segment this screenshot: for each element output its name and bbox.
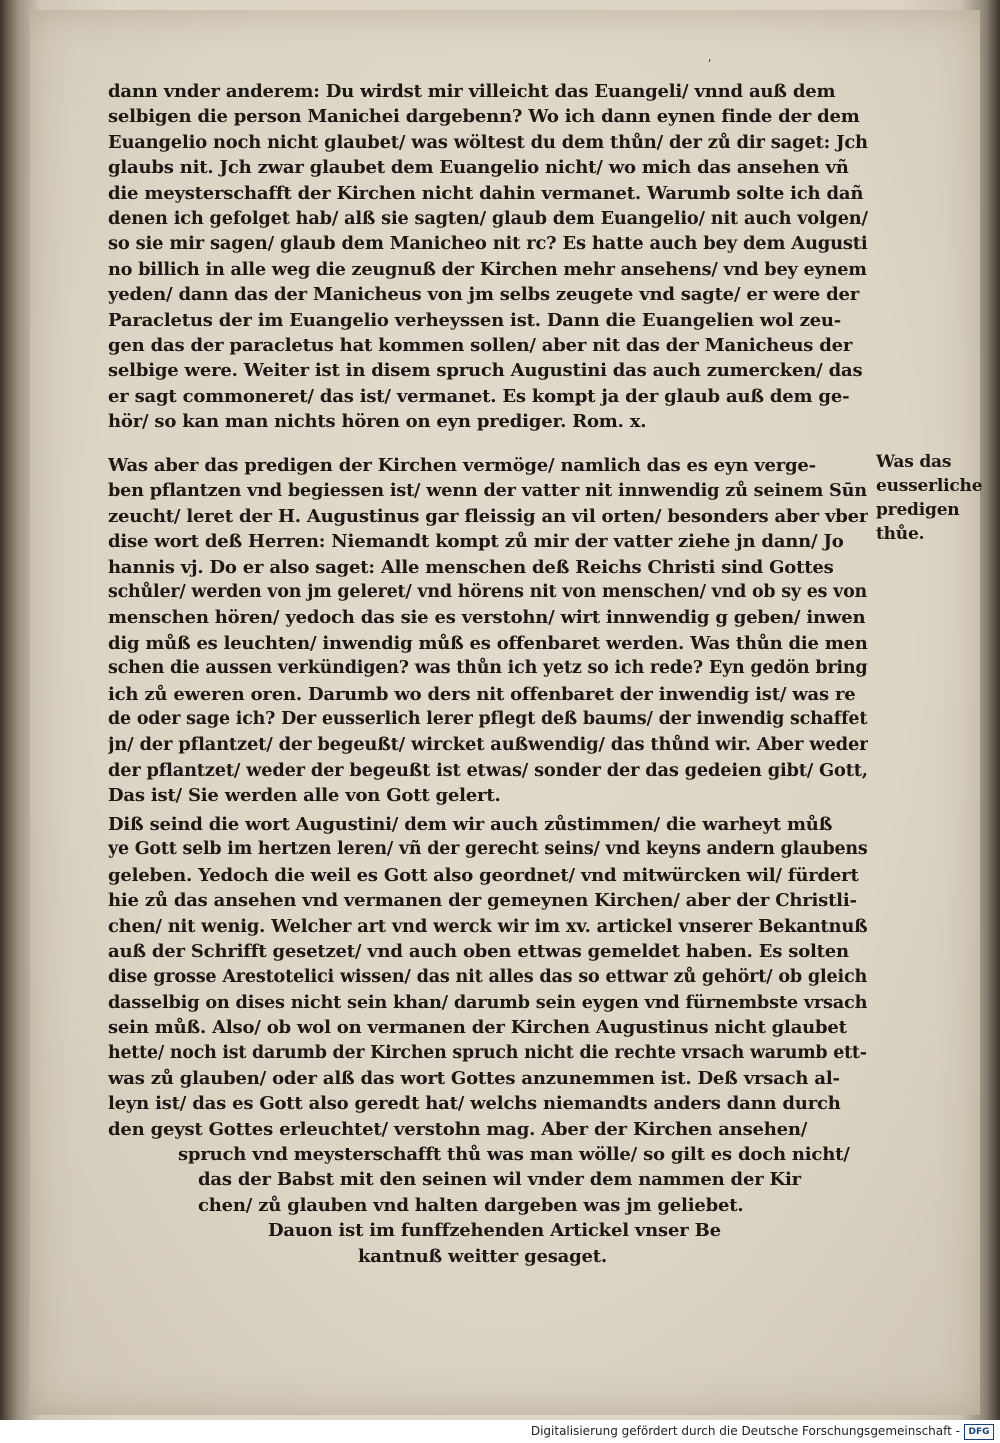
margin-note-line: eusserliche [876,476,983,496]
text-line: Dauon ist im funffzehenden Artickel vnser Be [268,1220,721,1242]
margin-note-line: thůe. [876,524,925,544]
text-line: denen ich gefolget hab/ alß sie sagten/ glaub dem Euangelio/ nit auch volgen/ [108,207,868,229]
text-line: gen das der paracletus hat kommen sollen/ aber nit das der Manicheus der [108,334,853,356]
text-line: dasselbig on dises nicht sein khan/ darumb sein eygen vnd fürnembste vrsach [108,991,868,1013]
text-line: selbige were. Weiter ist in disem spruch Augustini das auch zumercken/ das [108,360,863,382]
text-line: hannis vj. Do er also saget: Alle menschen deß Reichs Christi sind Gottes [108,556,834,578]
text-line: Diß seind die wort Augustini/ dem wir auch zůstimmen/ die warheyt můß [108,814,833,835]
text-line: er sagt commoneret/ das ist/ vermanet. Es kompt ja der glaub auß dem ge- [108,385,850,407]
text-line: kantnuß weitter gesaget. [358,1245,607,1267]
text-line: glaubs nit. Jch zwar glaubet dem Euangelio nicht/ wo mich das ansehen vñ [108,157,849,179]
text-line: leyn ist/ das es Gott also geredt hat/ welchs niemandts anders dann durch [108,1093,841,1115]
text-line: chen/ nit wenig. Welcher art vnd werck wir im xv. artickel vnserer Bekantnuß [108,915,868,937]
text-line: Was aber das predigen der Kirchen vermöge/ namlich das es eyn verge- [108,455,816,476]
text-line: schen die aussen verkündigen? was thůn ich yetz so ich rede? Eyn gedön bring [108,658,868,679]
text-line: hette/ noch ist darumb der Kirchen spruch nicht die rechte vrsach warumb ett- [108,1042,867,1063]
margin-note-line: predigen [876,500,960,520]
dfg-logo-icon: DFG [964,1424,994,1440]
paragraph-3 [108,812,868,1269]
text-line: ye Gott selb im hertzen leren/ vñ der gerecht seins/ vnd keyns andern glaubens [108,839,868,860]
text-line: so sie mir sagen/ glaub dem Manicheo nit rc? Es hatte auch bey dem Augusti [108,233,868,255]
text-line: menschen hören/ yedoch das sie es verstohn/ wirt innwendig g geben/ inwen [108,607,866,629]
text-line: der pflantzet/ weder der begeußt ist etwas/ sonder der das gedeien gibt/ Gott, [108,759,868,781]
top-mark: ʹ [708,58,712,72]
text-line: sein můß. Also/ ob wol on vermanen der Kirchen Augustinus nicht glaubet [108,1017,847,1039]
text-line: Euangelio noch nicht glaubet/ was wöltest du dem thůn/ der zů dir saget: Jch [108,131,868,153]
book-page [30,10,983,1415]
text-line: de oder sage ich? Der eusserlich lerer pflegt deß baums/ der inwendig schaffet [108,708,868,729]
text-line: ben pflantzen vnd begiessen ist/ wenn der vatter nit innwendig zů seinem Sūn [108,480,867,502]
text-line: auß der Schrifft gesetzet/ vnd auch oben ettwas gemeldet haben. Es solten [108,940,849,962]
text-line: das der Babst mit den seinen wil vnder dem nammen der Kir [198,1169,801,1191]
text-line: schůler/ werden von jm geleret/ vnd hörens nit von menschen/ vnd ob sy es von [108,581,868,602]
text-line: Paracletus der im Euangelio verheyssen ist. Dann die Euangelien wol zeu- [108,309,842,331]
text-line: no billich in alle weg die zeugnuß der Kirchen mehr ansehens/ vnd bey eynem [108,258,867,280]
text-line: selbigen die person Manichei dargebenn? Wo ich dann eynen finde der dem [108,106,860,128]
footer-credit: Digitalisierung gefördert durch die Deutsche Forschungsgemeinschaft - [530,1424,960,1438]
text-line: ich zů eweren oren. Darumb wo ders nit offenbaret der inwendig ist/ was re [108,683,856,705]
text-line: geleben. Yedoch die weil es Gott also geordnet/ vnd mitwürcken wil/ fürdert [108,864,859,886]
text-line: dig můß es leuchten/ inwendig můß es offenbaret werden. Was thůn die men [108,632,868,654]
text-line: die meysterschafft der Kirchen nicht dahin vermanet. Warumb solte ich dañ [108,182,864,204]
text-line: hör/ so kan man nichts hören on eyn prediger. Rom. x. [108,411,647,433]
text-line: hie zů das ansehen vnd vermanen der gemeynen Kirchen/ aber der Christli- [108,890,857,912]
margin-note-line: Was das [876,452,952,472]
text-line: was zů glauben/ oder alß das wort Gottes anzunemmen ist. Deß vrsach al- [108,1067,840,1089]
text-line: zeucht/ leret der H. Augustinus gar fleissig an vil orten/ besonders aber vber [108,505,868,527]
footer-bar [0,1420,1000,1443]
text-line: den geyst Gottes erleuchtet/ verstohn mag. Aber der Kirchen ansehen/ [108,1118,808,1140]
paragraph-2 [108,453,868,808]
text-line: dise grosse Arestotelici wissen/ das nit alles das so ettwar zů gehört/ ob gleich [108,966,868,988]
text-line: dann vnder anderem: Du wirdst mir villeicht das Euangeli/ vnnd auß dem [108,81,836,102]
margin-note [876,450,986,546]
text-line: jn/ der pflantzet/ der begeußt/ wircket außwendig/ das thůnd wir. Aber weder [108,734,868,756]
text-line: Das ist/ Sie werden alle von Gott gelert. [108,785,501,807]
paragraph-1 [108,79,868,434]
text-line: dise wort deß Herren: Niemandt kompt zů mir der vatter ziehe jn dann/ Jo [108,531,844,553]
text-line: spruch vnd meysterschafft thů was man wölle/ so gilt es doch nicht/ [178,1144,850,1166]
text-line: yeden/ dann das der Manicheus von jm selbs zeugete vnd sagte/ er were der [108,284,860,306]
text-line: chen/ zů glauben vnd halten dargeben was jm geliebet. [198,1194,744,1216]
